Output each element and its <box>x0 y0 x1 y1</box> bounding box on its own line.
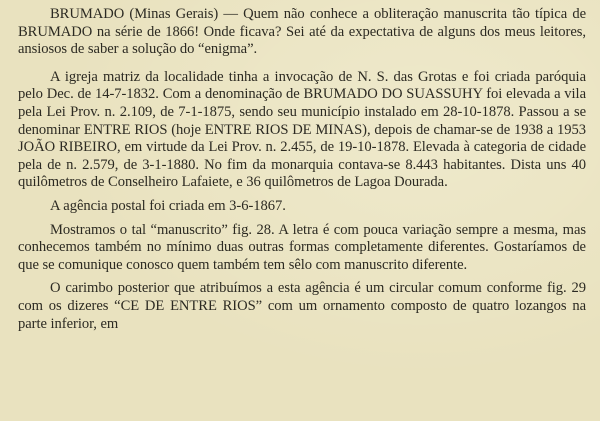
paragraph-manuscript: Mostramos o tal “manuscrito” fig. 28. A letra é com pouca variação sempre a mesma, mas conhecemos também no mínimo duas outras formas completamente diferentes. Gostaríamos de que se comunique conosco quem também tem sêlo com manuscrito diferente. <box>18 221 586 273</box>
paragraph-history: A igreja matriz da localidade tinha a invocação de N. S. das Grotas e foi criada paróquia pelo Dec. de 14-7-1832. Com a denominação de BRUMADO DO SUASSUHY foi elevada a vila pela Lei Prov. n. 2.109, de 7-1-1875, sendo seu município instalado em 28-10-1878. Passou a se denominar ENTRE RIOS (hoje ENTRE RIOS DE MINAS), depois de chamar-se de 1938 a 1953 JOÃO RIBEIRO, em virtude da Lei Prov. n. 2.455, de 19-10-1878. Elevada à categoria de cidade pela de n. 2.579, de 3-1-1880. No fim da monarquia contava-se 8.443 habitantes. Dista uns 40 quilômetros de Conselheiro Lafaiete, e 36 quilômetros de Lagoa Dourada. <box>18 68 586 191</box>
paragraph-postal-agency: A agência postal foi criada em 3-6-1867. <box>50 197 286 214</box>
paragraph-brumado-intro: BRUMADO (Minas Gerais) — Quem não conhece a obliteração manuscrita tão típica de BRUMADO na série de 1866! Onde ficava? Sei até da expectativa de alguns dos meus leitores, ansiosos de saber a solução do “enigma”. <box>18 6 586 58</box>
paragraph-postmark: O carimbo posterior que atribuímos a esta agência é um circular comum conforme fig. 29 com os dizeres “CE DE ENTRE RIOS” com um ornamento composto de quatro lozangos na parte inferior, em <box>18 280 586 332</box>
